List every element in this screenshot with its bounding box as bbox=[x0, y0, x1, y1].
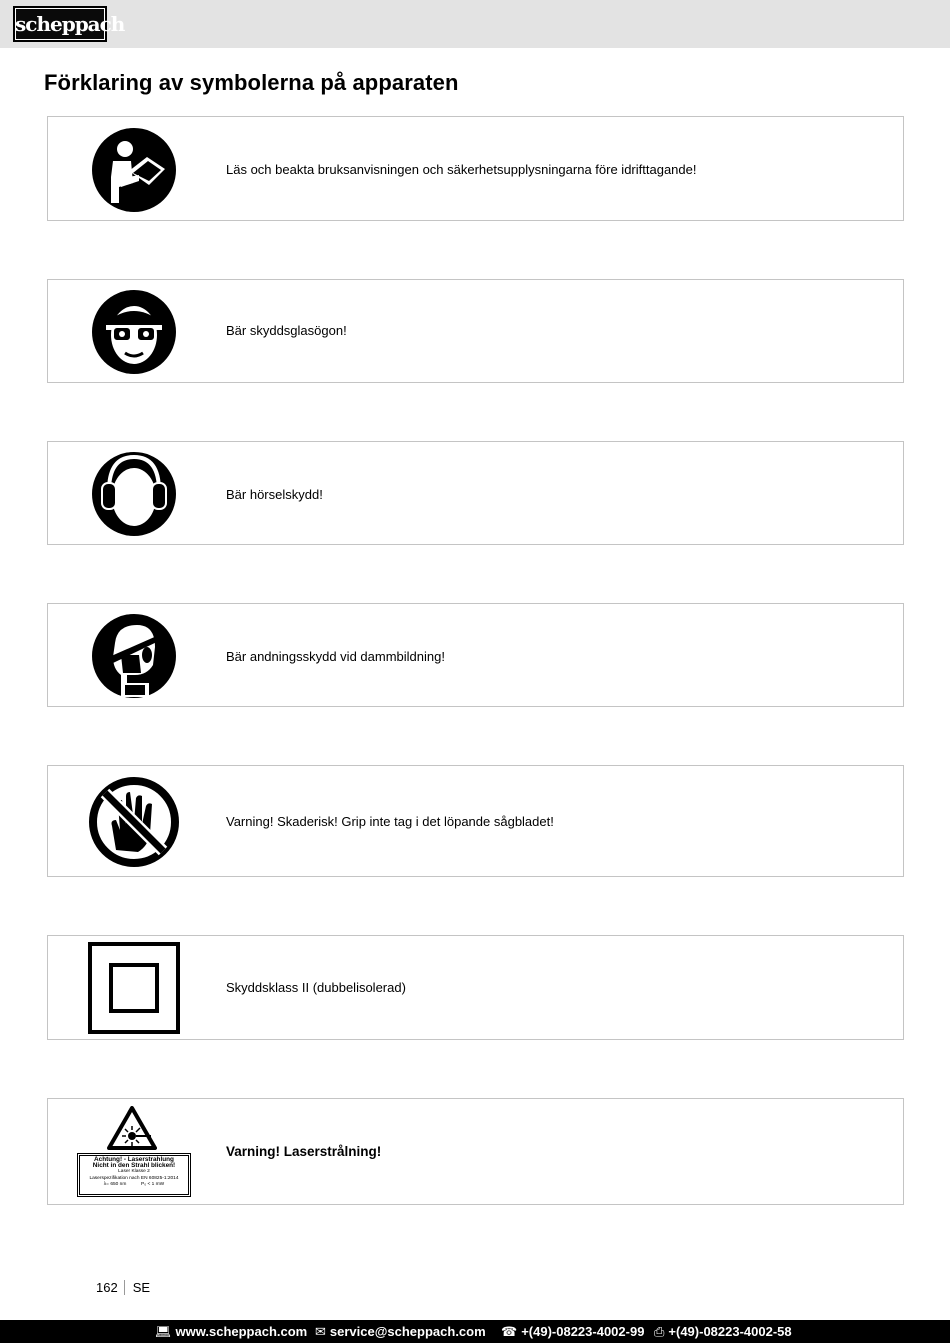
symbol-row-safety-goggles bbox=[47, 279, 904, 383]
symbol-row-protection-class bbox=[47, 935, 904, 1040]
header-bar bbox=[0, 0, 950, 48]
mail-icon: ✉ bbox=[315, 1324, 326, 1339]
laser-label-line: Laser Klasse 2 bbox=[118, 1169, 150, 1175]
symbol-row-respirator bbox=[47, 603, 904, 707]
symbol-description: Skyddsklass II (dubbelisolerad) bbox=[226, 980, 406, 995]
footer-bar bbox=[0, 1320, 950, 1343]
protection-class-ii-icon bbox=[88, 942, 180, 1034]
footer-fax: ⎙ +(49)-08223-4002-58 bbox=[654, 1320, 792, 1343]
symbol-description: Varning! Skaderisk! Grip inte tag i det löpande sågbladet! bbox=[226, 814, 554, 829]
page-number: 162 bbox=[96, 1280, 125, 1295]
laser-label-line: Achtung! - Laserstrahlung bbox=[94, 1156, 174, 1163]
laser-warning-icon bbox=[107, 1106, 157, 1150]
symbol-description: Bär skyddsglasögon! bbox=[226, 323, 347, 338]
page-title: Förklaring av symbolerna på apparaten bbox=[44, 70, 459, 95]
read-manual-icon bbox=[91, 127, 177, 213]
symbol-description: Bär hörselskydd! bbox=[226, 487, 323, 502]
laser-label-line: Laserspezifikation nach EN 60825-1:2014 bbox=[89, 1175, 179, 1181]
laser-label-line: Nicht in den Strahl blicken! bbox=[92, 1162, 176, 1170]
no-hand-icon bbox=[88, 776, 180, 868]
symbol-row-no-hand bbox=[47, 765, 904, 877]
page-language: SE bbox=[132, 1280, 151, 1295]
laser-label-line: P₀ < 1 mW bbox=[141, 1181, 165, 1187]
respirator-mask-icon bbox=[91, 613, 177, 699]
symbol-description: Läs och beakta bruksanvisningen och säkerhetsupplysningarna före idrifttagande! bbox=[226, 162, 697, 177]
laser-label-line: λ= 650 nm bbox=[103, 1181, 127, 1187]
footer-website[interactable]: 💻︎ www.scheppach.com bbox=[155, 1320, 307, 1343]
safety-goggles-icon bbox=[91, 289, 177, 375]
footer-phone: ☎ +(49)-08223-4002-99 bbox=[501, 1320, 644, 1343]
laser-label bbox=[77, 1153, 191, 1197]
phone-icon: ☎ bbox=[501, 1324, 518, 1339]
page-info bbox=[96, 1280, 150, 1295]
fax-icon: ⎙ bbox=[654, 1324, 665, 1339]
ear-protection-icon bbox=[91, 451, 177, 537]
symbol-row-ear-protection bbox=[47, 441, 904, 545]
scheppach-logo: scheppach bbox=[13, 6, 107, 42]
symbol-description: Bär andningsskydd vid dammbildning! bbox=[226, 649, 445, 664]
computer-icon: 💻︎ bbox=[155, 1324, 172, 1339]
symbol-description: Varning! Laserstrålning! bbox=[226, 1144, 382, 1159]
symbol-row-read-manual bbox=[47, 116, 904, 221]
symbol-row-laser-warning bbox=[47, 1098, 904, 1205]
footer-email[interactable]: ✉ service@scheppach.com bbox=[315, 1320, 486, 1343]
